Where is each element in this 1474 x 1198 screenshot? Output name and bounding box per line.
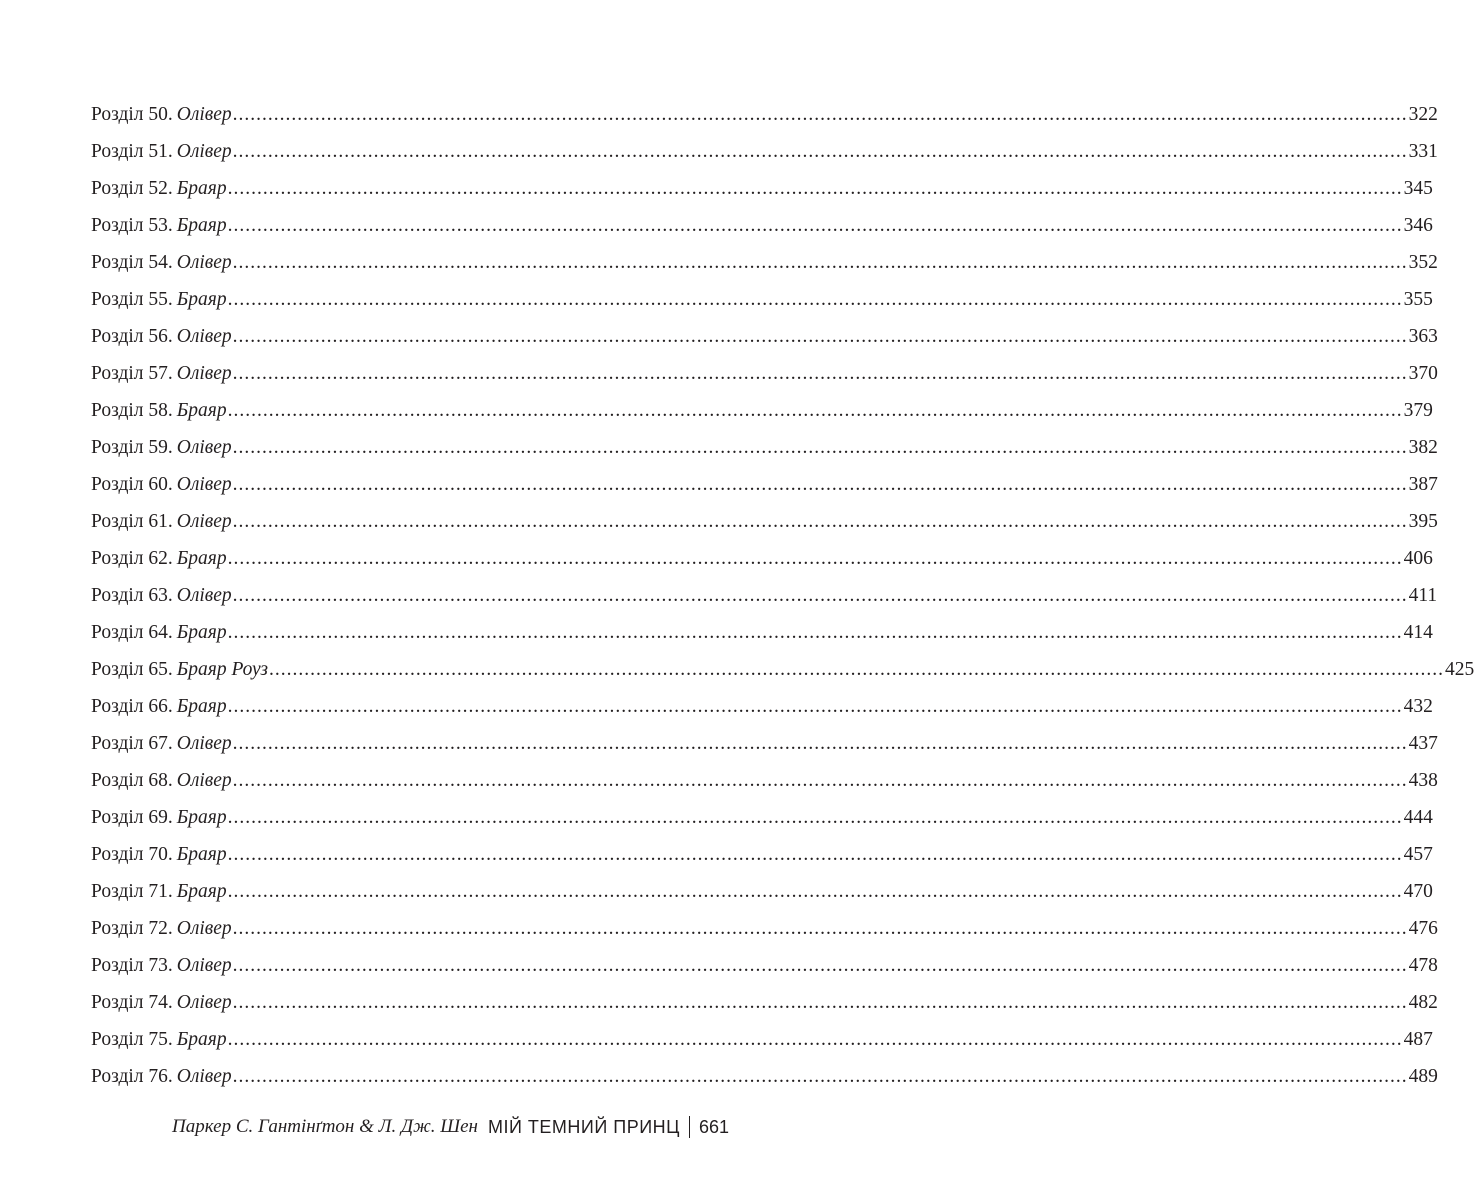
chapter-narrator: Браяр <box>176 696 227 717</box>
dot-leader: ........................................................................................................................................................................................................ <box>227 696 1403 717</box>
chapter-page-number: 382 <box>1408 437 1438 458</box>
footer-book-title: МІЙ ТЕМНИЙ ПРИНЦ <box>487 1117 680 1137</box>
chapter-narrator: Олівер <box>176 363 232 384</box>
chapter-page-number: 487 <box>1403 1029 1433 1050</box>
chapter-number: Розділ 75. <box>91 1029 173 1050</box>
toc-entry <box>91 503 1438 540</box>
chapter-number: Розділ 58. <box>91 400 173 421</box>
running-footer <box>172 1114 729 1140</box>
dot-leader: ........................................................................................................................................................................................................ <box>227 807 1403 828</box>
chapter-page-number: 331 <box>1408 141 1438 162</box>
toc-entry <box>91 207 1433 244</box>
chapter-narrator: Браяр <box>176 622 227 643</box>
chapter-number: Розділ 56. <box>91 326 173 347</box>
dot-leader: ........................................................................................................................................................................................................ <box>232 733 1408 754</box>
chapter-number: Розділ 71. <box>91 881 173 902</box>
dot-leader: ........................................................................................................................................................................................................ <box>232 992 1408 1013</box>
dot-leader: ........................................................................................................................................................................................................ <box>269 659 1445 680</box>
chapter-number: Розділ 64. <box>91 622 173 643</box>
chapter-narrator: Олівер <box>176 252 232 273</box>
dot-leader: ........................................................................................................................................................................................................ <box>227 400 1403 421</box>
toc-entry <box>91 836 1433 873</box>
dot-leader: ........................................................................................................................................................................................................ <box>232 437 1408 458</box>
chapter-narrator: Олівер <box>176 992 232 1013</box>
dot-leader: ........................................................................................................................................................................................................ <box>227 215 1403 236</box>
dot-leader: ........................................................................................................................................................................................................ <box>227 548 1403 569</box>
chapter-narrator: Олівер <box>176 1066 232 1087</box>
toc-entry <box>91 762 1438 799</box>
toc-entry <box>91 170 1433 207</box>
chapter-narrator: Браяр <box>176 1029 227 1050</box>
chapter-number: Розділ 51. <box>91 141 173 162</box>
toc-entry <box>91 873 1433 910</box>
chapter-narrator: Браяр <box>176 400 227 421</box>
chapter-narrator: Олівер <box>176 585 232 606</box>
chapter-narrator: Олівер <box>176 326 232 347</box>
dot-leader: ........................................................................................................................................................................................................ <box>232 326 1408 347</box>
chapter-number: Розділ 52. <box>91 178 173 199</box>
dot-leader: ........................................................................................................................................................................................................ <box>227 1029 1403 1050</box>
chapter-page-number: 379 <box>1403 400 1433 421</box>
chapter-number: Розділ 66. <box>91 696 173 717</box>
toc-entry <box>91 947 1438 984</box>
footer-page-number: 661 <box>698 1117 729 1137</box>
toc-entry <box>91 688 1433 725</box>
chapter-page-number: 352 <box>1408 252 1438 273</box>
chapter-narrator: Олівер <box>176 104 232 125</box>
footer-authors: Паркер С. Гантінґтон & Л. Дж. Шен <box>172 1116 478 1137</box>
dot-leader: ........................................................................................................................................................................................................ <box>227 289 1403 310</box>
toc-entry <box>91 725 1438 762</box>
chapter-number: Розділ 73. <box>91 955 173 976</box>
dot-leader: ........................................................................................................................................................................................................ <box>232 104 1408 125</box>
chapter-page-number: 395 <box>1408 511 1438 532</box>
chapter-number: Розділ 55. <box>91 289 173 310</box>
chapter-narrator: Олівер <box>176 918 232 939</box>
chapter-narrator: Олівер <box>176 770 232 791</box>
chapter-narrator: Олівер <box>176 511 232 532</box>
chapter-number: Розділ 65. <box>91 659 173 680</box>
toc-entry <box>91 133 1438 170</box>
chapter-number: Розділ 68. <box>91 770 173 791</box>
toc-entry <box>91 984 1438 1021</box>
chapter-page-number: 346 <box>1403 215 1433 236</box>
toc-entry <box>91 614 1433 651</box>
toc-entry <box>91 355 1438 392</box>
chapter-page-number: 414 <box>1403 622 1433 643</box>
chapter-number: Розділ 60. <box>91 474 173 495</box>
footer-divider <box>689 1116 690 1138</box>
chapter-narrator: Олівер <box>176 437 232 458</box>
chapter-page-number: 482 <box>1408 992 1438 1013</box>
chapter-narrator: Браяр <box>176 178 227 199</box>
chapter-page-number: 489 <box>1408 1066 1438 1087</box>
dot-leader: ........................................................................................................................................................................................................ <box>232 252 1408 273</box>
toc-entry <box>91 651 1474 688</box>
chapter-narrator: Олівер <box>176 733 232 754</box>
chapter-page-number: 438 <box>1408 770 1438 791</box>
chapter-narrator: Браяр <box>176 881 227 902</box>
chapter-number: Розділ 69. <box>91 807 173 828</box>
chapter-narrator: Браяр <box>176 289 227 310</box>
chapter-narrator: Олівер <box>176 141 232 162</box>
chapter-page-number: 387 <box>1408 474 1438 495</box>
chapter-page-number: 406 <box>1403 548 1433 569</box>
toc-entry <box>91 96 1438 133</box>
toc-entry <box>91 318 1438 355</box>
chapter-number: Розділ 76. <box>91 1066 173 1087</box>
chapter-narrator: Браяр Роуз <box>176 659 269 680</box>
chapter-narrator: Браяр <box>176 807 227 828</box>
toc-entry <box>91 799 1433 836</box>
dot-leader: ........................................................................................................................................................................................................ <box>232 1066 1408 1087</box>
chapter-page-number: 322 <box>1408 104 1438 125</box>
dot-leader: ........................................................................................................................................................................................................ <box>227 844 1403 865</box>
table-of-contents <box>91 96 1474 1095</box>
chapter-number: Розділ 57. <box>91 363 173 384</box>
dot-leader: ........................................................................................................................................................................................................ <box>232 918 1408 939</box>
chapter-number: Розділ 50. <box>91 104 173 125</box>
chapter-page-number: 432 <box>1403 696 1433 717</box>
chapter-number: Розділ 62. <box>91 548 173 569</box>
toc-entry <box>91 577 1438 614</box>
chapter-page-number: 470 <box>1403 881 1433 902</box>
chapter-number: Розділ 63. <box>91 585 173 606</box>
toc-entry <box>91 244 1438 281</box>
chapter-page-number: 437 <box>1408 733 1438 754</box>
chapter-number: Розділ 59. <box>91 437 173 458</box>
chapter-number: Розділ 53. <box>91 215 173 236</box>
toc-entry <box>91 1021 1433 1058</box>
toc-entry <box>91 1058 1438 1095</box>
dot-leader: ........................................................................................................................................................................................................ <box>232 585 1408 606</box>
dot-leader: ........................................................................................................................................................................................................ <box>232 363 1408 384</box>
chapter-number: Розділ 67. <box>91 733 173 754</box>
chapter-number: Розділ 54. <box>91 252 173 273</box>
dot-leader: ........................................................................................................................................................................................................ <box>227 881 1403 902</box>
chapter-narrator: Олівер <box>176 474 232 495</box>
dot-leader: ........................................................................................................................................................................................................ <box>227 178 1403 199</box>
chapter-number: Розділ 70. <box>91 844 173 865</box>
dot-leader: ........................................................................................................................................................................................................ <box>232 511 1408 532</box>
dot-leader: ........................................................................................................................................................................................................ <box>232 474 1408 495</box>
chapter-number: Розділ 72. <box>91 918 173 939</box>
chapter-number: Розділ 74. <box>91 992 173 1013</box>
chapter-page-number: 370 <box>1408 363 1438 384</box>
chapter-narrator: Браяр <box>176 215 227 236</box>
chapter-number: Розділ 61. <box>91 511 173 532</box>
dot-leader: ........................................................................................................................................................................................................ <box>232 770 1408 791</box>
dot-leader: ........................................................................................................................................................................................................ <box>227 622 1403 643</box>
chapter-page-number: 478 <box>1408 955 1438 976</box>
chapter-page-number: 457 <box>1403 844 1433 865</box>
toc-entry <box>91 281 1433 318</box>
chapter-page-number: 425 <box>1445 659 1474 680</box>
chapter-page-number: 345 <box>1403 178 1433 199</box>
toc-entry <box>91 466 1438 503</box>
toc-entry <box>91 540 1433 577</box>
chapter-narrator: Олівер <box>176 955 232 976</box>
chapter-narrator: Браяр <box>176 844 227 865</box>
toc-entry <box>91 429 1438 466</box>
chapter-page-number: 476 <box>1408 918 1438 939</box>
dot-leader: ........................................................................................................................................................................................................ <box>232 141 1408 162</box>
chapter-page-number: 444 <box>1403 807 1433 828</box>
toc-entry <box>91 910 1438 947</box>
toc-entry <box>91 392 1433 429</box>
chapter-page-number: 355 <box>1403 289 1433 310</box>
chapter-page-number: 363 <box>1408 326 1438 347</box>
chapter-narrator: Браяр <box>176 548 227 569</box>
chapter-page-number: 411 <box>1408 585 1438 606</box>
dot-leader: ........................................................................................................................................................................................................ <box>232 955 1408 976</box>
